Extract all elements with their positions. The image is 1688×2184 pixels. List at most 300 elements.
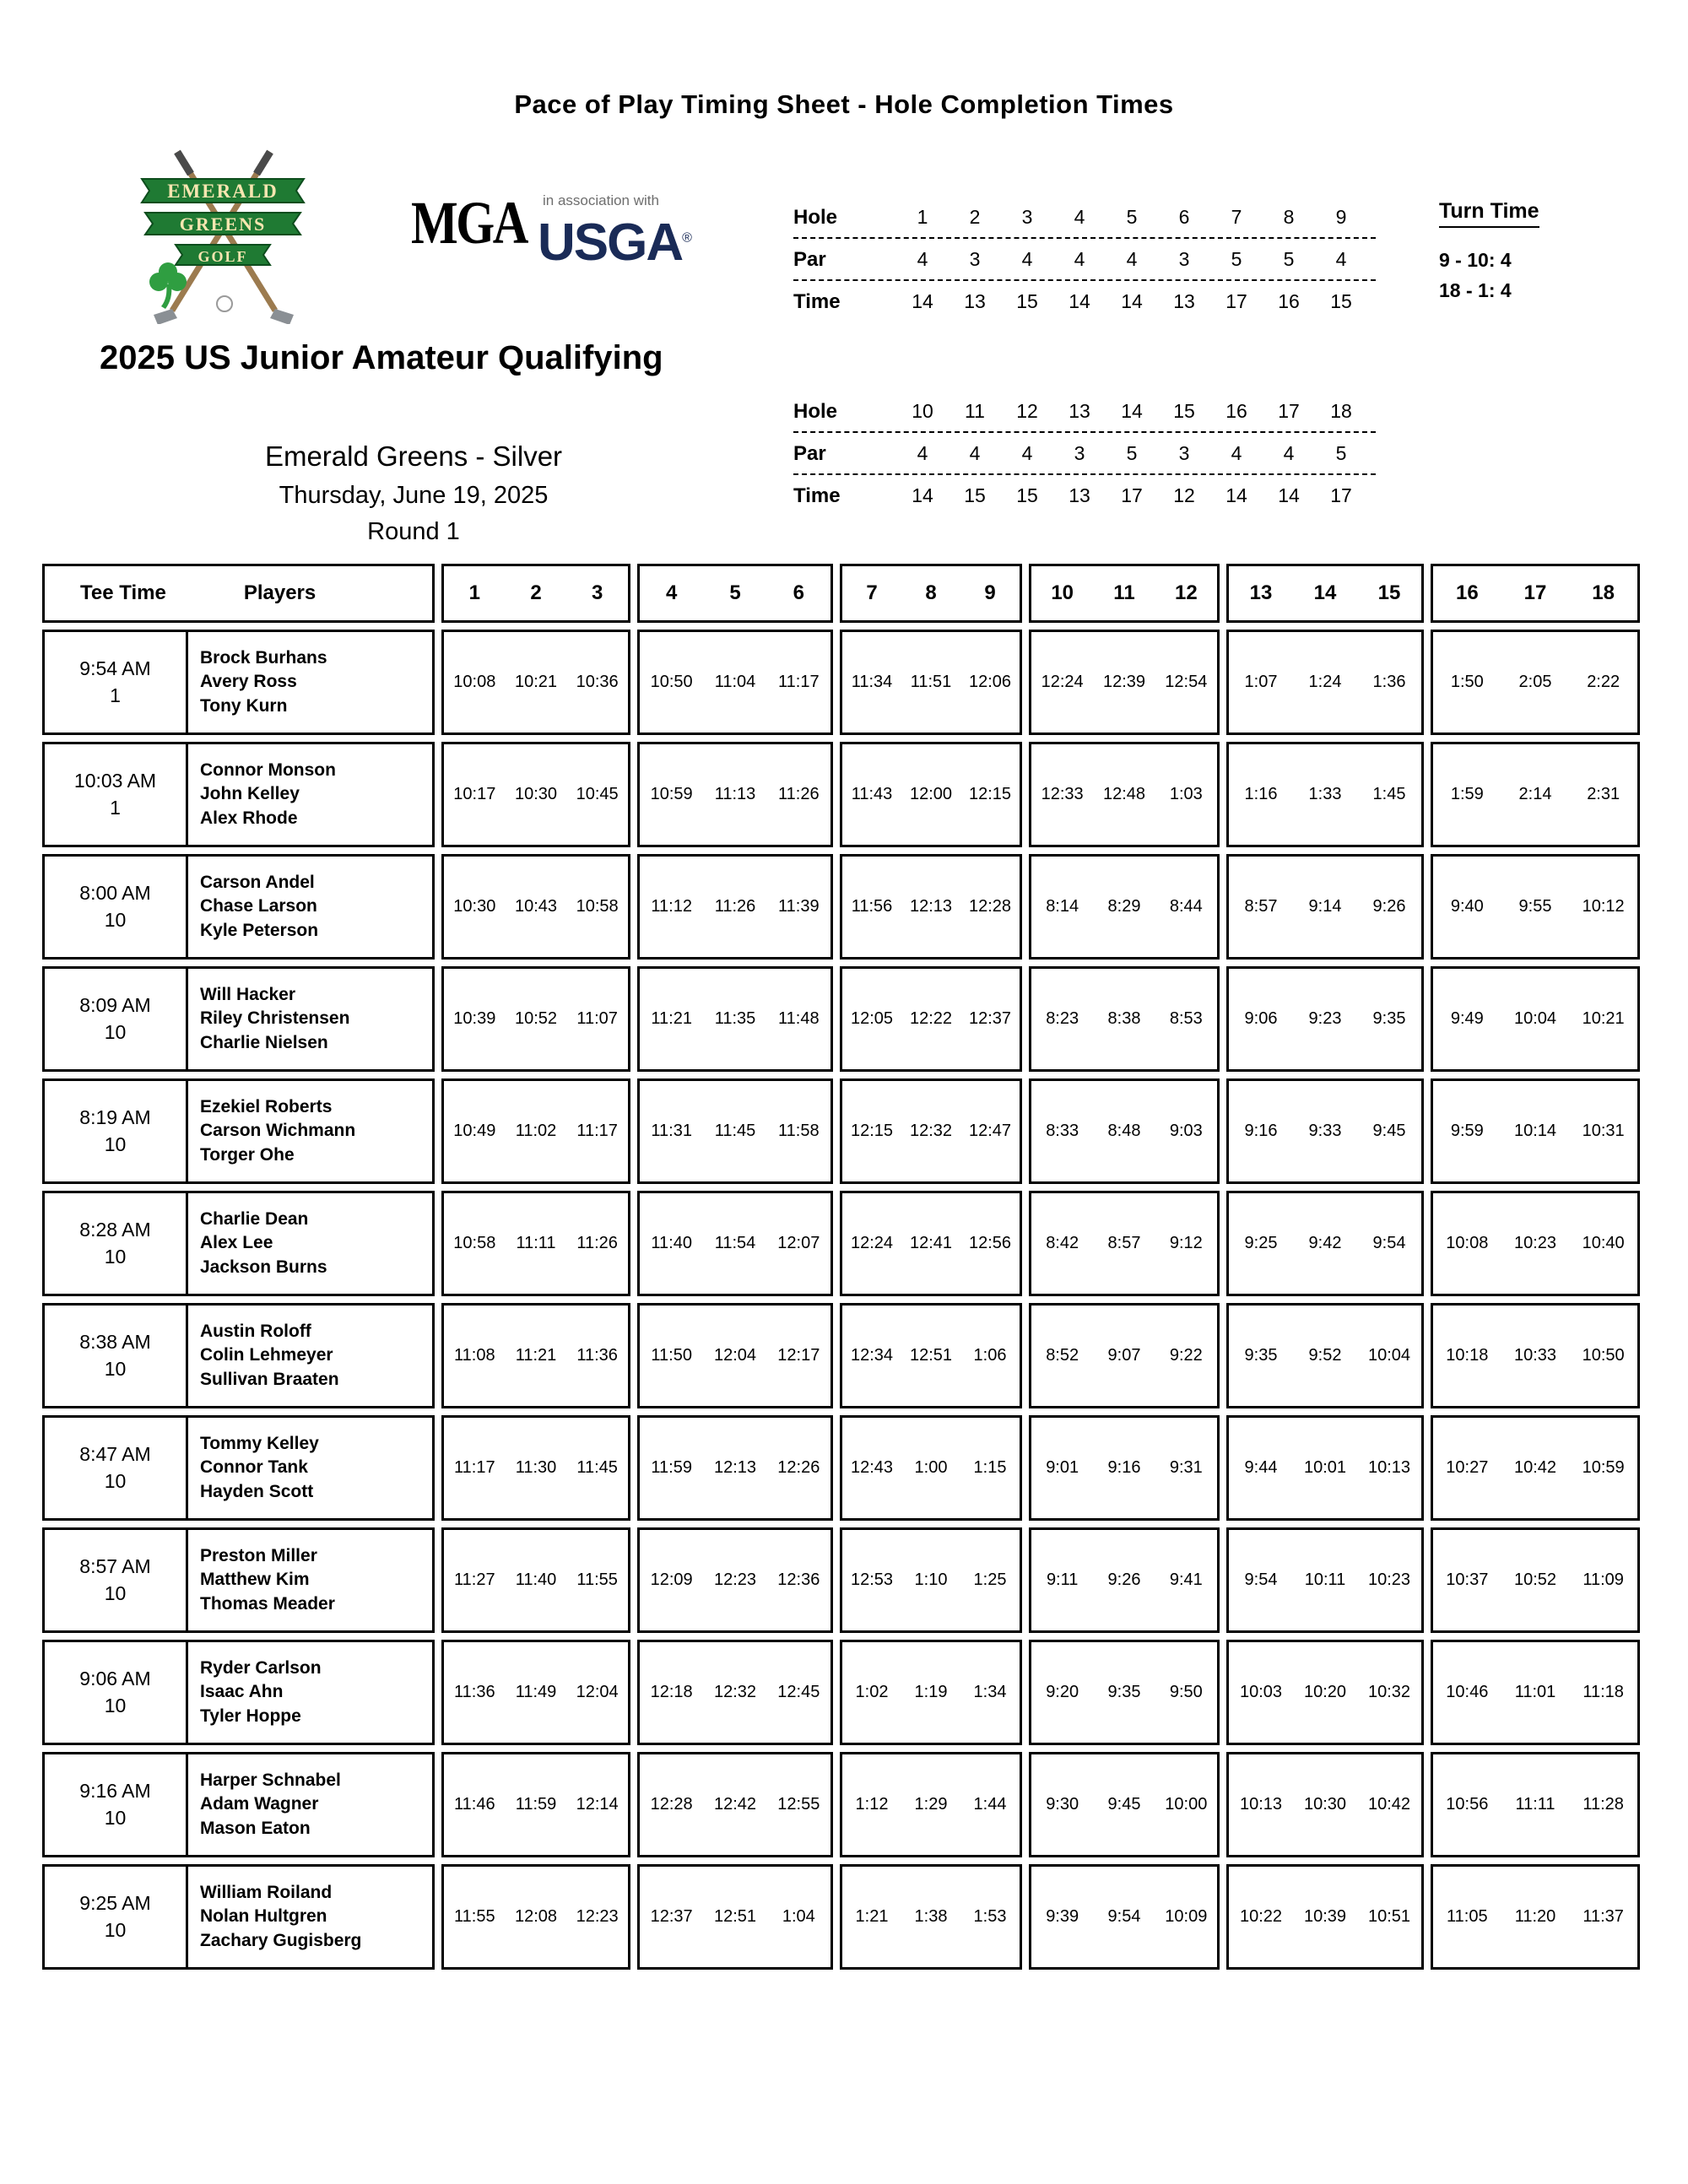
hole-completion-time: 11:36 <box>454 1683 495 1701</box>
hole-completion-time: 9:42 <box>1308 1234 1342 1252</box>
hole-completion-time: 10:09 <box>1165 1907 1208 1926</box>
times-group <box>441 742 630 847</box>
hole-completion-time: 10:52 <box>514 1009 558 1028</box>
hole-header-number: 1 <box>468 581 480 604</box>
hole-completion-time: 2:14 <box>1518 785 1552 803</box>
hole-completion-time: 9:22 <box>1169 1346 1203 1365</box>
tee-time: 8:19 AM <box>79 1106 151 1128</box>
times-group <box>1226 1078 1424 1184</box>
hole-completion-time: 9:01 <box>1046 1458 1079 1477</box>
hole-completion-time: 12:28 <box>650 1795 693 1814</box>
row-info-box <box>42 1191 435 1296</box>
hole-group-header <box>1029 564 1220 623</box>
hole-completion-time: 10:08 <box>1446 1234 1489 1252</box>
times-group <box>1226 1191 1424 1296</box>
banner-ribbons <box>142 179 304 265</box>
table-row <box>42 630 1640 735</box>
hole-completion-time: 12:04 <box>713 1346 757 1365</box>
hole-completion-time: 12:08 <box>514 1907 558 1926</box>
hole-completion-time: 9:33 <box>1308 1122 1342 1140</box>
hole-completion-time: 9:45 <box>1372 1122 1406 1140</box>
hole-completion-time: 9:49 <box>1450 1009 1484 1028</box>
hole-completion-time: 10:22 <box>1239 1907 1283 1926</box>
times-group <box>1431 1752 1640 1857</box>
player-name: John Kelley <box>200 784 300 804</box>
hole-completion-time: 11:30 <box>515 1458 557 1477</box>
hole-completion-time: 11:08 <box>454 1346 495 1365</box>
turn-time-entry: 18 - 1: 4 <box>1439 279 1512 301</box>
hole-completion-time: 11:48 <box>778 1009 820 1028</box>
hole-completion-time: 11:45 <box>576 1458 618 1477</box>
hole-completion-time: 11:12 <box>651 897 692 916</box>
par-value: 4 <box>1074 248 1085 270</box>
hole-completion-time: 9:50 <box>1169 1683 1203 1701</box>
times-group <box>840 966 1022 1072</box>
hole-completion-time: 9:16 <box>1107 1458 1141 1477</box>
player-name: Adam Wagner <box>200 1794 319 1814</box>
player-name: Riley Christensen <box>200 1008 350 1029</box>
hole-completion-time: 1:50 <box>1450 673 1484 691</box>
times-group <box>1226 630 1424 735</box>
association-text: in association with <box>543 192 659 208</box>
player-name: Alex Lee <box>200 1233 273 1253</box>
hole-completion-time: 12:43 <box>850 1458 894 1477</box>
times-group <box>840 1864 1022 1970</box>
player-name: Chase Larson <box>200 896 317 916</box>
hole-header-number: 16 <box>1455 581 1479 604</box>
event-name: 2025 US Junior Amateur Qualifying <box>100 339 663 376</box>
times-group <box>637 1415 833 1521</box>
hole-completion-time: 10:51 <box>1367 1907 1411 1926</box>
time-row-label: Time <box>793 290 841 313</box>
banner-text: GREENS <box>179 214 267 235</box>
hole-completion-time: 12:17 <box>777 1346 820 1365</box>
hole-completion-time: 10:40 <box>1582 1234 1625 1252</box>
hole-completion-time: 9:14 <box>1308 897 1342 916</box>
hole-header-number: 4 <box>665 581 678 604</box>
hole-completion-time: 10:59 <box>1582 1458 1625 1477</box>
par-value: 4 <box>917 248 928 270</box>
time-value: 17 <box>1121 484 1143 506</box>
times-group <box>1029 966 1220 1072</box>
back-nine-par-row <box>793 439 1376 475</box>
times-group <box>441 1752 630 1857</box>
turn-time-block <box>1439 199 1539 302</box>
hole-completion-time: 1:59 <box>1450 785 1484 803</box>
hole-completion-time: 12:54 <box>1165 673 1208 691</box>
hole-completion-time: 11:17 <box>454 1458 495 1477</box>
hole-completion-time: 11:49 <box>515 1683 557 1701</box>
hole-completion-time: 12:07 <box>777 1234 820 1252</box>
times-group <box>840 1752 1022 1857</box>
start-hole: 1 <box>110 684 121 706</box>
times-group <box>840 1415 1022 1521</box>
start-hole: 10 <box>104 1807 127 1829</box>
times-group <box>1029 1640 1220 1745</box>
hole-completion-time: 1:04 <box>782 1907 815 1926</box>
tee-cell <box>45 1642 188 1743</box>
hole-completion-time: 10:32 <box>1367 1683 1411 1701</box>
hole-header-number: 13 <box>1249 581 1273 604</box>
tee-time: 8:00 AM <box>79 882 151 904</box>
hole-completion-time: 12:13 <box>713 1458 757 1477</box>
hole-completion-time: 12:51 <box>713 1907 757 1926</box>
hole-completion-time: 12:36 <box>777 1570 820 1589</box>
hole-completion-time: 1:34 <box>973 1683 1007 1701</box>
hole-header-number: 10 <box>1051 581 1074 604</box>
hole-completion-time: 11:56 <box>851 897 893 916</box>
hole-completion-time: 12:23 <box>576 1907 619 1926</box>
hole-completion-time: 11:58 <box>778 1122 820 1140</box>
player-name: Ryder Carlson <box>200 1657 322 1678</box>
registered-mark: ® <box>682 230 690 246</box>
players-cell <box>188 1867 432 1967</box>
hole-completion-time: 10:36 <box>576 673 619 691</box>
hole-completion-time: 11:02 <box>515 1122 557 1140</box>
player-name: Matthew Kim <box>200 1570 310 1590</box>
hole-completion-time: 10:50 <box>650 673 693 691</box>
players-cell <box>188 744 432 845</box>
players-header: Players <box>243 581 316 604</box>
hole-completion-time: 11:26 <box>576 1234 618 1252</box>
table-row <box>42 966 1640 1072</box>
hole-completion-time: 9:25 <box>1244 1234 1278 1252</box>
hole-header-number: 17 <box>1523 581 1547 604</box>
par-value: 4 <box>969 442 981 464</box>
times-group <box>1226 966 1424 1072</box>
times-group <box>1431 854 1640 960</box>
hole-completion-time: 9:35 <box>1107 1683 1141 1701</box>
times-group <box>1431 742 1640 847</box>
hole-header-number: 14 <box>1313 581 1337 604</box>
front-nine-hole-row <box>793 203 1376 239</box>
hole-completion-time: 10:08 <box>453 673 496 691</box>
player-name: Charlie Dean <box>200 1208 309 1229</box>
hole-completion-time: 8:53 <box>1169 1009 1203 1028</box>
times-group <box>840 1191 1022 1296</box>
hole-completion-time: 10:42 <box>1513 1458 1557 1477</box>
hole-completion-time: 9:54 <box>1244 1570 1278 1589</box>
golf-ball-icon <box>217 296 232 311</box>
hole-completion-time: 9:40 <box>1450 897 1484 916</box>
tee-cell <box>45 857 188 957</box>
hole-completion-time: 11:27 <box>454 1570 495 1589</box>
hole-number: 17 <box>1278 400 1300 422</box>
hole-header-number: 7 <box>866 581 878 604</box>
hole-completion-time: 10:00 <box>1165 1795 1208 1814</box>
times-group <box>1226 854 1424 960</box>
times-group <box>1029 1527 1220 1633</box>
times-group <box>441 966 630 1072</box>
times-group <box>1226 1415 1424 1521</box>
hole-row-label: Hole <box>793 400 838 423</box>
hole-header-number: 15 <box>1377 581 1401 604</box>
hole-completion-time: 9:59 <box>1450 1122 1484 1140</box>
times-group <box>840 1303 1022 1408</box>
player-name: Brock Burhans <box>200 647 327 668</box>
hole-completion-time: 10:04 <box>1367 1346 1411 1365</box>
row-info-box <box>42 1752 435 1857</box>
times-group <box>1226 742 1424 847</box>
hole-completion-time: 11:09 <box>1582 1570 1624 1589</box>
hole-completion-time: 11:05 <box>1447 1907 1488 1926</box>
times-group <box>840 1640 1022 1745</box>
times-group <box>441 1864 630 1970</box>
hole-completion-time: 9:07 <box>1107 1346 1141 1365</box>
hole-completion-time: 10:31 <box>1582 1122 1625 1140</box>
round-label: Round 1 <box>367 518 460 545</box>
player-name: Colin Lehmeyer <box>200 1345 333 1365</box>
times-group <box>441 1078 630 1184</box>
hole-completion-time: 11:17 <box>576 1122 618 1140</box>
hole-completion-time: 11:21 <box>515 1346 557 1365</box>
hole-completion-time: 11:55 <box>454 1907 495 1926</box>
hole-number: 14 <box>1121 400 1143 422</box>
hole-completion-time: 1:00 <box>914 1458 948 1477</box>
hole-completion-time: 11:34 <box>851 673 893 691</box>
player-name: Sullivan Braaten <box>200 1369 339 1389</box>
hole-completion-time: 10:21 <box>1582 1009 1625 1028</box>
hole-completion-time: 11:40 <box>515 1570 557 1589</box>
hole-completion-time: 1:33 <box>1308 785 1342 803</box>
hole-completion-time: 12:09 <box>650 1570 693 1589</box>
player-name: Ezekiel Roberts <box>200 1096 333 1116</box>
hole-completion-time: 10:39 <box>453 1009 496 1028</box>
times-group <box>1029 1078 1220 1184</box>
hole-number: 13 <box>1069 400 1090 422</box>
par-value: 4 <box>1335 248 1347 270</box>
hole-completion-time: 12:55 <box>777 1795 820 1814</box>
hole-completion-time: 10:45 <box>576 785 619 803</box>
player-name: Mason Eaton <box>200 1818 311 1838</box>
tee-time: 8:09 AM <box>79 994 151 1016</box>
hole-completion-time: 9:11 <box>1046 1570 1079 1589</box>
time-value: 12 <box>1173 484 1195 506</box>
hole-number: 8 <box>1283 206 1295 228</box>
hole-completion-time: 12:22 <box>909 1009 953 1028</box>
hole-completion-time: 9:26 <box>1107 1570 1141 1589</box>
time-value: 15 <box>1016 484 1038 506</box>
event-date: Thursday, June 19, 2025 <box>279 482 549 509</box>
time-value: 14 <box>1121 290 1143 312</box>
player-name: Hayden Scott <box>200 1481 314 1501</box>
hole-completion-time: 1:53 <box>973 1907 1007 1926</box>
tee-cell <box>45 1754 188 1855</box>
hole-number: 3 <box>1021 206 1033 228</box>
hole-completion-time: 12:34 <box>850 1346 894 1365</box>
par-value: 3 <box>1178 442 1190 464</box>
tee-cell <box>45 1530 188 1630</box>
hole-completion-time: 12:47 <box>968 1122 1012 1140</box>
hole-completion-time: 10:59 <box>650 785 693 803</box>
hole-completion-time: 10:30 <box>514 785 558 803</box>
hole-completion-time: 12:33 <box>1041 785 1084 803</box>
hole-completion-time: 1:10 <box>914 1570 948 1589</box>
par-values <box>896 442 1367 465</box>
time-value: 15 <box>1330 290 1352 312</box>
time-values <box>896 484 1367 507</box>
hole-completion-time: 11:21 <box>651 1009 692 1028</box>
hole-completion-time: 12:42 <box>713 1795 757 1814</box>
time-value: 13 <box>1173 290 1195 312</box>
par-value: 4 <box>1126 248 1138 270</box>
table-row <box>42 1078 1640 1184</box>
times-group <box>1029 1303 1220 1408</box>
hole-completion-time: 1:45 <box>1372 785 1406 803</box>
times-group <box>637 630 833 735</box>
hole-completion-time: 8:42 <box>1046 1234 1079 1252</box>
hole-completion-time: 12:28 <box>968 897 1012 916</box>
hole-header-number: 5 <box>729 581 741 604</box>
table-header-row <box>42 564 1640 623</box>
time-value: 14 <box>1278 484 1300 506</box>
times-group <box>441 1191 630 1296</box>
hole-completion-time: 11:28 <box>1582 1795 1624 1814</box>
hole-completion-time: 10:27 <box>1446 1458 1489 1477</box>
hole-completion-time: 11:46 <box>454 1795 495 1814</box>
hole-completion-time: 9:39 <box>1046 1907 1079 1926</box>
row-info-box <box>42 1640 435 1745</box>
hole-completion-time: 10:46 <box>1446 1683 1489 1701</box>
table-row <box>42 1191 1640 1296</box>
tee-time: 9:06 AM <box>79 1668 151 1689</box>
table-row <box>42 1303 1640 1408</box>
times-group <box>1029 854 1220 960</box>
hole-completion-time: 10:30 <box>1303 1795 1347 1814</box>
hole-completion-time: 1:03 <box>1169 785 1203 803</box>
row-info-box <box>42 966 435 1072</box>
hole-completion-time: 11:50 <box>651 1346 692 1365</box>
hole-number: 5 <box>1126 206 1138 228</box>
start-hole: 10 <box>104 1919 127 1941</box>
banner-text: EMERALD <box>167 181 279 202</box>
hole-group-header <box>1226 564 1424 623</box>
hole-completion-time: 2:22 <box>1587 673 1620 691</box>
hole-completion-time: 10:42 <box>1367 1795 1411 1814</box>
time-row-label: Time <box>793 484 841 507</box>
player-name: Harper Schnabel <box>200 1770 341 1790</box>
player-name: Isaac Ahn <box>200 1682 284 1702</box>
hole-completion-time: 10:14 <box>1513 1122 1557 1140</box>
times-group <box>1431 966 1640 1072</box>
hole-completion-time: 11:11 <box>1515 1795 1555 1814</box>
hole-number: 10 <box>912 400 933 422</box>
hole-number: 7 <box>1231 206 1242 228</box>
start-hole: 10 <box>104 1695 127 1716</box>
hole-completion-time: 12:05 <box>850 1009 894 1028</box>
back-nine-time-row <box>793 481 1376 516</box>
start-hole: 10 <box>104 909 127 931</box>
hole-completion-time: 12:26 <box>777 1458 820 1477</box>
hole-completion-time: 1:24 <box>1308 673 1342 691</box>
hole-completion-time: 10:17 <box>453 785 496 803</box>
hole-number: 9 <box>1335 206 1347 228</box>
table-row <box>42 1864 1640 1970</box>
hole-number: 12 <box>1016 400 1038 422</box>
player-name: Tommy Kelley <box>200 1433 319 1453</box>
hole-completion-time: 9:41 <box>1169 1570 1203 1589</box>
hole-completion-time: 9:44 <box>1244 1458 1278 1477</box>
times-group <box>1431 1078 1640 1184</box>
times-group <box>637 966 833 1072</box>
player-name: Connor Tank <box>200 1457 308 1478</box>
times-group <box>1226 1752 1424 1857</box>
par-value: 3 <box>1074 442 1085 464</box>
hole-completion-time: 8:23 <box>1046 1009 1079 1028</box>
back-nine-hole-row <box>793 397 1376 433</box>
row-info-box <box>42 1864 435 1970</box>
tee-time: 8:28 AM <box>79 1219 151 1241</box>
par-value: 5 <box>1335 442 1347 464</box>
player-name: Tyler Hoppe <box>200 1706 301 1726</box>
tee-time: 9:54 AM <box>79 657 151 679</box>
table-row <box>42 1640 1640 1745</box>
times-group <box>840 854 1022 960</box>
hole-completion-time: 1:21 <box>855 1907 889 1926</box>
hole-header-number: 8 <box>925 581 937 604</box>
hole-completion-time: 10:49 <box>453 1122 496 1140</box>
hole-completion-time: 11:40 <box>651 1234 692 1252</box>
times-group <box>1226 1864 1424 1970</box>
start-hole: 10 <box>104 1582 127 1604</box>
hole-completion-time: 10:13 <box>1239 1795 1283 1814</box>
hole-completion-time: 10:50 <box>1582 1346 1625 1365</box>
hole-completion-time: 8:52 <box>1046 1346 1079 1365</box>
hole-completion-time: 11:31 <box>651 1122 692 1140</box>
players-cell <box>188 1754 432 1855</box>
hole-completion-time: 9:20 <box>1046 1683 1079 1701</box>
player-name: Connor Monson <box>200 760 336 780</box>
hole-completion-time: 10:11 <box>1304 1570 1346 1589</box>
tee-cell <box>45 744 188 845</box>
hole-completion-time: 10:58 <box>576 897 619 916</box>
club-grip <box>177 152 191 174</box>
hole-completion-time: 10:12 <box>1582 897 1625 916</box>
mga-logo: MGA <box>411 189 527 257</box>
hole-completion-time: 11:35 <box>714 1009 756 1028</box>
time-value: 17 <box>1330 484 1352 506</box>
times-group <box>1431 1191 1640 1296</box>
times-group <box>1029 1415 1220 1521</box>
player-name: Will Hacker <box>200 984 296 1004</box>
table-row <box>42 1527 1640 1633</box>
hole-group-header <box>441 564 630 623</box>
times-group <box>1226 1303 1424 1408</box>
player-name: Alex Rhode <box>200 808 298 828</box>
hole-completion-time: 11:11 <box>516 1234 556 1252</box>
players-cell <box>188 632 432 733</box>
hole-completion-time: 12:39 <box>1102 673 1146 691</box>
hole-numbers <box>896 206 1367 229</box>
start-hole: 10 <box>104 1021 127 1043</box>
time-value: 17 <box>1225 290 1247 312</box>
tee-cell <box>45 969 188 1069</box>
timing-table-body <box>42 630 1640 1970</box>
hole-completion-time: 1:06 <box>973 1346 1007 1365</box>
hole-completion-time: 9:23 <box>1308 1009 1342 1028</box>
player-name: Torger Ohe <box>200 1144 295 1165</box>
tee-cell <box>45 1306 188 1406</box>
par-value: 5 <box>1231 248 1242 270</box>
par-value: 4 <box>1283 442 1295 464</box>
hole-completion-time: 8:29 <box>1107 897 1141 916</box>
time-value: 14 <box>1225 484 1247 506</box>
hole-completion-time: 11:59 <box>515 1795 557 1814</box>
hole-completion-time: 11:45 <box>714 1122 756 1140</box>
hole-completion-time: 10:39 <box>1303 1907 1347 1926</box>
hole-header-number: 18 <box>1592 581 1615 604</box>
hole-completion-time: 11:13 <box>714 785 756 803</box>
